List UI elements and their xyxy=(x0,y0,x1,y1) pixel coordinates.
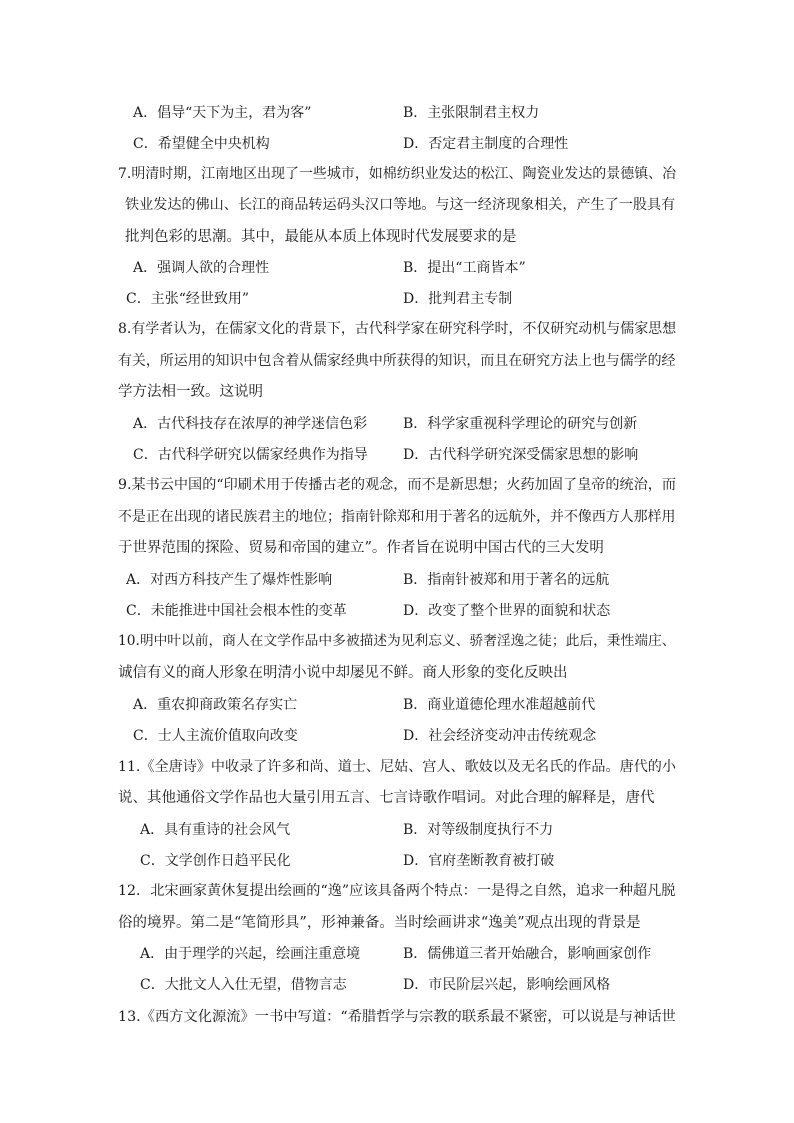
q8-option-c: C．古代科学研究以儒家经典作为指导 xyxy=(133,447,368,463)
q8-option-d: D．古代科学研究深受儒家思想的影响 xyxy=(403,447,639,463)
q12-option-b: B．儒佛道三者开始融合，影响画家创作 xyxy=(403,946,652,962)
q10-option-a: A．重农抑商政策名存实亡 xyxy=(133,697,298,713)
q7-stem-line2: 铁业发达的佛山、长江的商品转运码头汉口等地。与这一经济现象相关，产生了一股具有 xyxy=(125,197,676,213)
q11-stem-line2: 说、其他通俗文学作品也大量引用五言、七言诗歌作唱词。对此合理的解释是，唐代 xyxy=(118,790,655,806)
q7-stem-line1: 7.明清时期，江南地区出现了一些城市，如棉纺织业发达的松江、陶瓷业发达的景德镇、冶 xyxy=(118,166,677,182)
q6-option-d: D．否定君主制度的合理性 xyxy=(403,136,569,152)
q8-stem-line3: 学方法相一致。这说明 xyxy=(118,384,263,400)
q9-option-d: D．改变了整个世界的面貌和状态 xyxy=(403,603,611,619)
q12-stem-line2: 俗的境界。第二是“笔简形具”，形神兼备。当时绘画讲求“逸美”观点出现的背景是 xyxy=(118,915,641,931)
q12-option-d: D．市民阶层兴起，影响绘画风格 xyxy=(403,977,611,993)
q10-stem-line2: 诚信有义的商人形象在明清小说中却屡见不鲜。商人形象的变化反映出 xyxy=(118,665,568,681)
q8-stem-line2: 有关，所运用的知识中包含着从儒家经典中所获得的知识，而且在研究方法上也与儒学的经 xyxy=(118,353,676,369)
q11-stem-line1: 11.《全唐诗》中收录了许多和尚、道士、尼姑、宫人、歌妓以及无名氏的作品。唐代的小 xyxy=(118,759,676,775)
q12-option-a: A．由于理学的兴起，绘画注重意境 xyxy=(140,946,361,962)
q6-option-c: C．希望健全中央机构 xyxy=(133,136,270,152)
q10-stem-line1: 10.明中叶以前，商人在文学作品中多被描述为见利忘义、骄奢淫逸之徒；此后，秉性端庄、 xyxy=(118,633,676,649)
q7-option-b: B．提出“工商皆本” xyxy=(403,260,526,276)
q9-stem-line1: 9.某书云中国的“印刷术用于传播古老的观念，而不是新思想；火药加固了皇帝的统治，而 xyxy=(118,477,677,493)
q7-stem-line3: 批判色彩的思潮。其中，最能从本质上体现时代发展要求的是 xyxy=(125,229,517,245)
q11-option-c: C．文学创作日趋平民化 xyxy=(140,853,291,869)
q7-option-c: C．主张“经世致用” xyxy=(126,291,250,307)
q8-option-a: A．古代科技存在浓厚的神学迷信色彩 xyxy=(133,416,368,432)
q13-stem-line1: 13.《西方文化源流》一书中写道：“希腊哲学与宗教的联系最不紧密，可以说是与神话世 xyxy=(118,1009,676,1025)
q10-option-b: B．商业道德伦理水准超越前代 xyxy=(403,697,596,713)
q9-option-c: C．未能推进中国社会根本性的变革 xyxy=(126,603,347,619)
q10-option-c: C．士人主流价值取向改变 xyxy=(133,728,298,744)
q12-option-c: C．大批文人入仕无望，借物言志 xyxy=(140,977,347,993)
q8-option-b: B．科学家重视科学理论的研究与创新 xyxy=(403,416,638,432)
q9-option-a: A．对西方科技产生了爆炸性影响 xyxy=(126,572,333,588)
q6-option-a: A．倡导“天下为主，君为客” xyxy=(133,105,312,121)
q11-option-a: A．具有重诗的社会风气 xyxy=(140,822,291,838)
q10-option-d: D．社会经济变动冲击传统观念 xyxy=(403,728,597,744)
q7-option-d: D．批判君主专制 xyxy=(403,291,513,307)
q9-option-b: B．指南针被郑和用于著名的远航 xyxy=(403,572,610,588)
q7-option-a: A．强调人欲的合理性 xyxy=(133,260,270,276)
q9-stem-line3: 于世界范围的探险、贸易和帝国的建立”。作者旨在说明中国古代的三大发明 xyxy=(118,540,604,556)
q11-option-d: D．官府垄断教育被打破 xyxy=(403,853,555,869)
q11-option-b: B．对等级制度执行不力 xyxy=(403,822,554,838)
q12-stem-line1: 12．北宋画家黄休复提出绘画的“逸”应该具备两个特点：一是得之自然，追求一种超凡脱 xyxy=(118,883,676,899)
q9-stem-line2: 不是正在出现的诸民族君主的地位；指南针除郑和用于著名的远航外，并不像西方人那样用 xyxy=(118,509,676,525)
q6-option-b: B．主张限制君主权力 xyxy=(403,105,540,121)
q8-stem-line1: 8.有学者认为，在儒家文化的背景下，古代科学家在研究科学时，不仅研究动机与儒家思想 xyxy=(118,321,677,337)
